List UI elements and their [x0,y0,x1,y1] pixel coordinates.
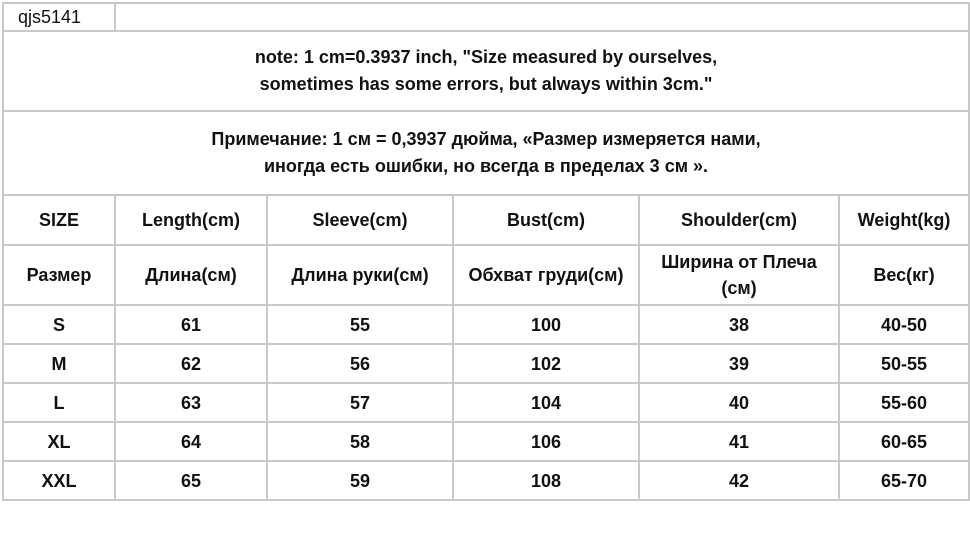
shoulder-cell: 42 [639,461,839,500]
bust-cell: 106 [453,422,639,461]
shoulder-cell: 38 [639,305,839,344]
note-russian-line-1: Примечание: 1 см = 0,3937 дюйма, «Размер измеряется нами, [211,129,761,149]
header-length: Length(cm) [115,195,267,245]
weight-cell: 65-70 [839,461,969,500]
note-english-line-1: note: 1 cm=0.3937 inch, "Size measured by ourselves, [254,47,718,67]
length-cell: 61 [115,305,267,344]
header-length-ru: Длина(см) [115,245,267,305]
bust-cell: 100 [453,305,639,344]
header-weight-ru: Вес(кг) [839,245,969,305]
size-cell: XL [3,422,115,461]
size-chart-table [2,2,970,501]
product-code-row [3,3,969,31]
table-row [3,383,969,422]
size-cell: L [3,383,115,422]
sleeve-cell: 58 [267,422,453,461]
header-size: SIZE [3,195,115,245]
table-row [3,305,969,344]
empty-cell [115,3,969,31]
header-row-russian [3,245,969,305]
weight-cell: 55-60 [839,383,969,422]
sleeve-cell: 56 [267,344,453,383]
length-cell: 63 [115,383,267,422]
header-sleeve-ru: Длина руки(см) [267,245,453,305]
length-cell: 65 [115,461,267,500]
shoulder-cell: 41 [639,422,839,461]
size-cell: XXL [3,461,115,500]
note-russian-row [3,111,969,195]
note-english-line-2: sometimes has some errors, but always within 3cm." [259,74,713,94]
bust-cell: 104 [453,383,639,422]
header-shoulder-ru: Ширина от Плеча (см) [639,245,839,305]
shoulder-cell: 39 [639,344,839,383]
header-bust-ru: Обхват груди(см) [453,245,639,305]
header-row-english [3,195,969,245]
length-cell: 62 [115,344,267,383]
bust-cell: 102 [453,344,639,383]
weight-cell: 60-65 [839,422,969,461]
size-cell: S [3,305,115,344]
shoulder-cell: 40 [639,383,839,422]
weight-cell: 40-50 [839,305,969,344]
note-russian-line-2: иногда есть ошибки, но всегда в пределах 3 см ». [263,156,709,176]
header-sleeve: Sleeve(cm) [267,195,453,245]
header-bust: Bust(cm) [453,195,639,245]
note-english-row [3,31,969,111]
bust-cell: 108 [453,461,639,500]
length-cell: 64 [115,422,267,461]
size-cell: M [3,344,115,383]
header-size-ru: Размер [3,245,115,305]
sleeve-cell: 55 [267,305,453,344]
table-row [3,422,969,461]
table-row [3,461,969,500]
header-shoulder: Shoulder(cm) [639,195,839,245]
sleeve-cell: 57 [267,383,453,422]
table-row [3,344,969,383]
note-russian [3,111,969,195]
weight-cell: 50-55 [839,344,969,383]
header-weight: Weight(kg) [839,195,969,245]
sleeve-cell: 59 [267,461,453,500]
product-code: qjs5141 [3,3,115,31]
note-english [3,31,969,111]
